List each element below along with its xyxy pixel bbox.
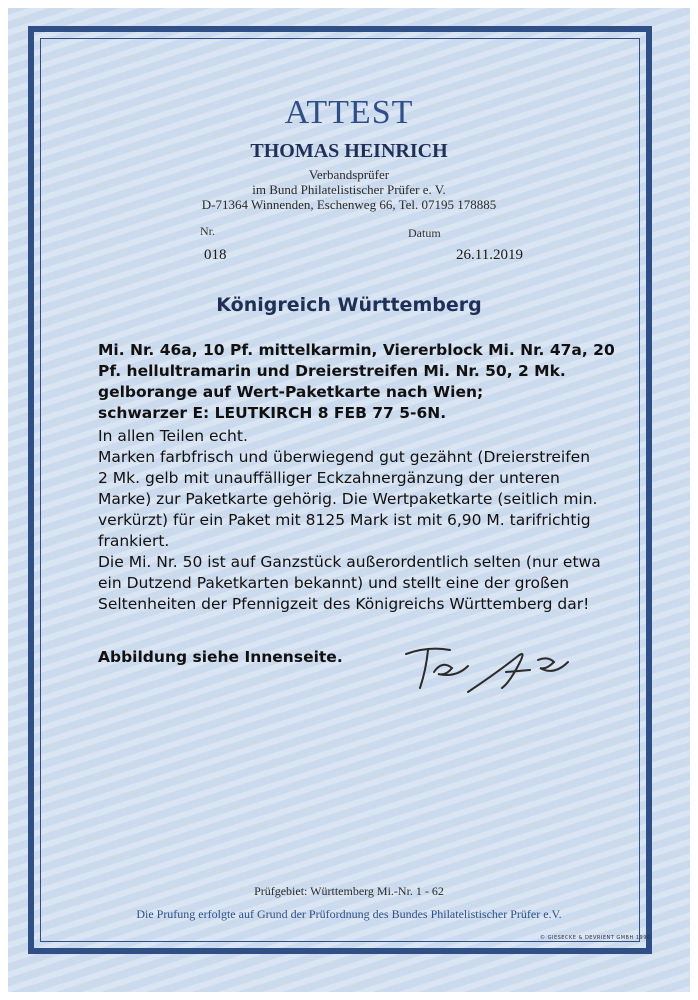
body-line: Seltenheiten der Pfennigzeit des Königreichs Württemberg dar! (98, 595, 590, 613)
body-line: In allen Teilen echt. (98, 427, 248, 445)
attest-title: ATTEST (284, 94, 414, 131)
description-line: schwarzer E: LEUTKIRCH 8 FEB 77 5-6N. (98, 404, 447, 422)
body-line: 2 Mk. gelb mit unauffälliger Eckzahnergänzung der unteren (98, 469, 560, 487)
certificate-body (98, 426, 618, 615)
territory-heading: Königreich Württemberg (216, 294, 482, 316)
body-line: Marken farbfrisch und überwiegend gut gezähnt (Dreierstreifen (98, 448, 591, 466)
body-line: ein Dutzend Paketkarten bekannt) und stellt eine der großen (98, 574, 570, 592)
body-line: Die Mi. Nr. 50 ist auf Ganzstück außerordentlich selten (nur etwa (98, 553, 601, 571)
regulation-note: Die Prufung erfolgte auf Grund der Prüfordnung des Bundes Philatelistischer Prüfer e.V. (136, 907, 562, 921)
body-line: frankiert. (98, 532, 170, 550)
examiner-address: D-71364 Winnenden, Eschenweg 66, Tel. 07195 178885 (201, 197, 497, 212)
signature-graphic (398, 632, 588, 702)
examination-scope: Prüfgebiet: Württemberg Mi.-Nr. 1 - 62 (254, 884, 444, 898)
examiner-association: im Bund Philatelistischer Prüfer e. V. (252, 182, 446, 197)
date-label: Datum (408, 226, 441, 240)
body-line: Marke) zur Paketkarte gehörig. Die Wertpaketkarte (seitlich min. (98, 490, 598, 508)
description-line: Mi. Nr. 46a, 10 Pf. mittelkarmin, Viererblock Mi. Nr. 47a, 20 (98, 341, 615, 359)
body-line: verkürzt) für ein Paket mit 8125 Mark ist mit 6,90 M. tarifrichtig (98, 511, 591, 529)
printer-imprint: © GIESECKE & DEVRIENT GMBH 1990 (540, 935, 651, 941)
illustration-note: Abbildung siehe Innenseite. (98, 648, 343, 666)
nr-value: 018 (204, 247, 227, 263)
description-line: gelborange auf Wert-Paketkarte nach Wien; (98, 383, 484, 401)
description-line: Pf. hellultramarin und Dreierstreifen Mi. Nr. 50, 2 Mk. (98, 362, 566, 380)
examiner-role: Verbandsprüfer (308, 167, 390, 182)
date-value: 26.11.2019 (456, 247, 523, 263)
item-description (98, 340, 618, 424)
nr-label: Nr. (200, 224, 215, 238)
examiner-name: THOMAS HEINRICH (250, 140, 448, 162)
